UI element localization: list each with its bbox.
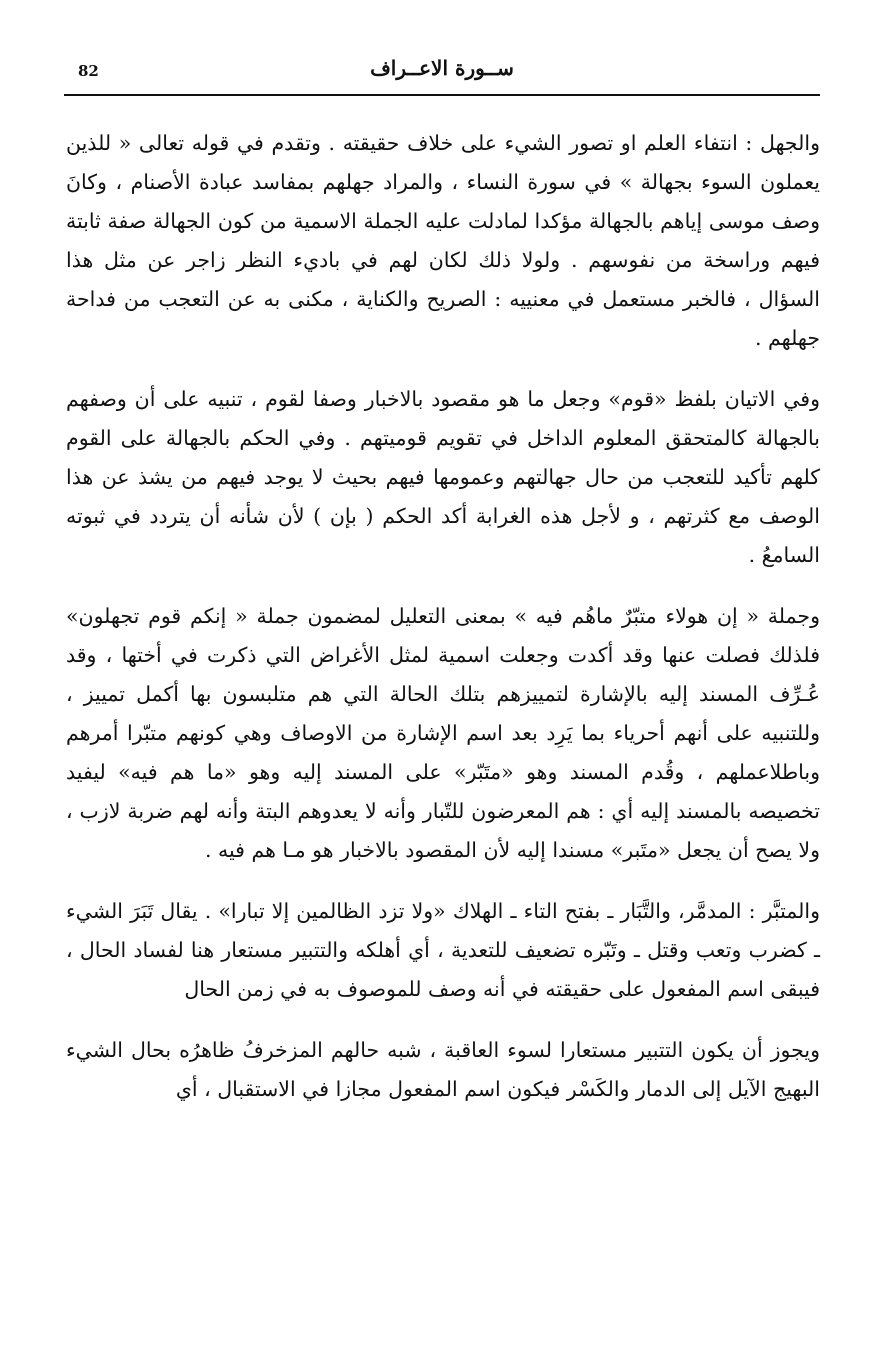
paragraph: ويجوز أن يكون التتبير مستعارا لسوء العاقبة ، شبه حالهم المزخرفُ ظاهرُه بحال الشيء البهيج الآيل إلى الدمار والكَسْر فيكون اسم المفعول مجازا في الاستقبال ، أي [66, 1038, 820, 1101]
page-number: 82 [78, 62, 99, 80]
paragraph: والجهل : انتفاء العلم او تصور الشيء على خلاف حقيقته . وتقدم في قوله تعالى « للذين يعملون السوء بجهالة » في سورة النساء ، والمراد جهلهم بمفاسد عبادة الأصنام ، وكانَ وصف موسى إياهم بالجهالة مؤكدا لمادلت عليه الجملة الاسمية من كون الجهالة صفة ثابتة فيهم وراسخة من نفوسهم . ولولا ذلك لكان لهم في باديء النظر زاجر عن مثل هذا السؤال ، فالخبر مستعمل في معنييه : الصريح والكناية ، مكنى به عن التعجب من فداحة جهلهم . [66, 131, 820, 350]
surah-title: ســورة الاعــراف [370, 56, 514, 80]
paragraph: وجملة « إن هولاء متبّرٌ ماهُم فيه » بمعنى التعليل لمضمون جملة « إنكم قوم تجهلون» فلذلك فصلت عنها وقد أكدت وجعلت اسمية لمثل الأغراض التي ذكرت في أختها ، وقد عُـرِّف المسند إليه بالإشارة لتمييزهم بتلك الحالة التي هم متلبسون بها أكمل تمييز ، وللتنبيه على أنهم أحرياء بما يَرِد بعد اسم الإشارة من الاوصاف وهي كونهم متبّرا أمرهم وباطلاعملهم ، وقُدم المسند وهو «متَبّر» على المسند إليه وهو «ما هم فيه» ليفيد تخصيصه بالمسند إليه أي : هم المعرضون للتّبار وأنه لا يعدوهم البتة وأنه لهم ضربة لازب ، ولا يصح أن يجعل «متَبر» مسندا إليه لأن المقصود بالاخبار هو مـا هم فيه . [66, 604, 820, 862]
page-body [66, 124, 820, 1131]
paragraph: وفي الاتيان بلفظ «قوم» وجعل ما هو مقصود بالاخبار وصفا لقوم ، تنبيه على أن وصفهم بالجهالة كالمتحقق المعلوم الداخل في تقويم قوميتهم . وفي الحكم بالجهالة على القوم كلهم تأكيد للتعجب من حال جهالتهم وعمومها فيهم بحيث لا يوجد فيهم من يشذ عن هذا الوصف مع كثرتهم ، و لأجل هذه الغرابة أكد الحكم ( بإن ) لأن شأنه أن يتردد في ثبوته السامعُ . [66, 387, 820, 567]
header-rule [64, 94, 820, 96]
page-header [64, 52, 820, 92]
paragraph: والمتبَّر : المدمَّر، والتَّبَار ـ بفتح التاء ـ الهلاك «ولا تزد الظالمين إلا تبارا» . يقال تَبَرَ الشيء ـ كضرب وتعب وقتل ـ وتَبّره تضعيف للتعدية ، أي أهلكه والتتبير مستعار هنا لفساد الحال ، فيبقى اسم المفعول على حقيقته في أنه وصف للموصوف به في زمن الحال [66, 899, 820, 1001]
